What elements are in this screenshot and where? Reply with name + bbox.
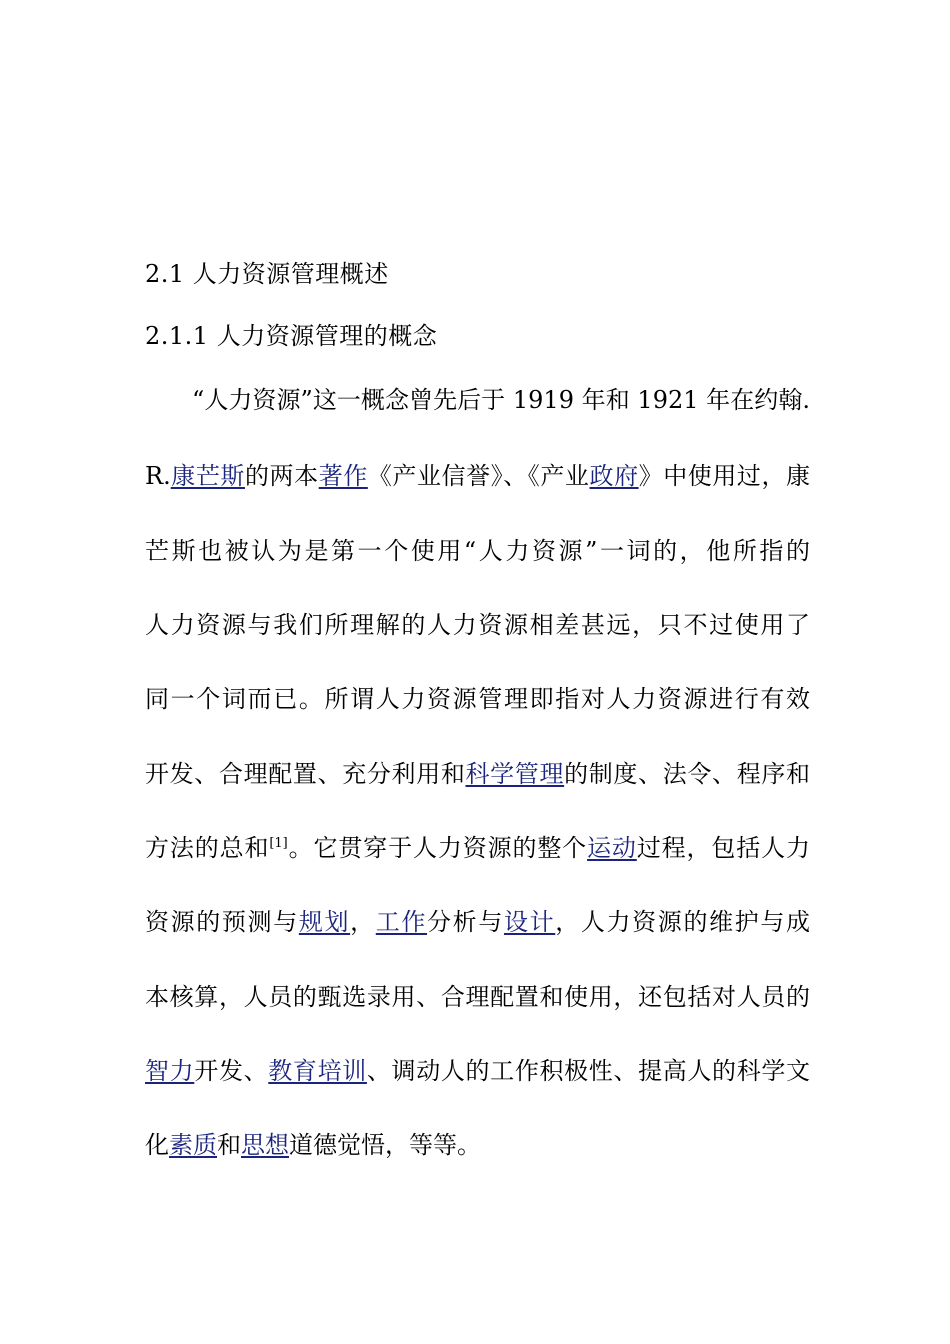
text-run: ， <box>350 908 376 936</box>
text-run: 同一个词而已。所谓人力资源管理即指对人力资源进行有效 <box>145 685 810 713</box>
text-run: 方法的总和 <box>145 834 270 862</box>
text-run: 本核算，人员的甄选录用、合理配置和使用，还包括对人员的 <box>145 983 810 1011</box>
text-run: ，人力资源的维护与成 <box>555 908 811 936</box>
link-education-training[interactable]: 教育培训 <box>268 1057 367 1085</box>
text-run: 开发、合理配置、充分利用和 <box>145 760 466 788</box>
link-quality[interactable]: 素质 <box>169 1131 217 1159</box>
link-scientific-management[interactable]: 科学管理 <box>465 760 565 788</box>
text-run: 、调动人的工作积极性、提高人的科学文 <box>366 1057 811 1085</box>
link-design[interactable]: 设计 <box>503 908 556 936</box>
paragraph-line-4 <box>145 609 810 641</box>
paragraph-line-1 <box>145 384 810 416</box>
text-run: 分析与 <box>427 908 504 936</box>
text-run: 》中使用过，康 <box>638 462 811 490</box>
link-work[interactable]: 工作 <box>375 908 428 936</box>
paragraph-line-5 <box>145 683 810 715</box>
paragraph-line-8 <box>145 906 810 938</box>
paragraph-line-3 <box>145 535 810 567</box>
text-run: 的制度、法令、程序和 <box>564 760 811 788</box>
paragraph-line-7 <box>145 832 810 864</box>
paragraph-line-2 <box>145 460 810 492</box>
paragraph-line-6 <box>145 758 810 790</box>
link-intelligence[interactable]: 智力 <box>145 1057 195 1085</box>
section-heading: 2.1 人力资源管理概述 <box>145 260 389 288</box>
text-run: 。它贯穿于人力资源的整个 <box>287 834 588 862</box>
text-run: 化 <box>145 1131 169 1159</box>
text-run: 和 <box>217 1131 241 1159</box>
link-thought[interactable]: 思想 <box>241 1131 289 1159</box>
text-run: 人力资源与我们所理解的人力资源相差甚远，只不过使用了 <box>145 611 810 639</box>
text-run: 道德觉悟，等等。 <box>289 1131 481 1159</box>
text-run: 过程，包括人力 <box>636 834 811 862</box>
paragraph-line-10 <box>145 1055 810 1087</box>
text-run: 的两本 <box>244 462 319 490</box>
link-works[interactable]: 著作 <box>318 462 368 490</box>
text-run: 《产业信誉》、《产业 <box>367 462 590 490</box>
link-movement[interactable]: 运动 <box>587 834 637 862</box>
link-commons[interactable]: 康芒斯 <box>170 462 245 490</box>
text-run: 资源的预测与 <box>145 908 299 936</box>
subsection-heading: 2.1.1 人力资源管理的概念 <box>145 322 438 350</box>
paragraph-line-11 <box>145 1129 810 1161</box>
footnote-reference[interactable]: [1] <box>269 836 288 851</box>
link-planning[interactable]: 规划 <box>298 908 351 936</box>
text-run: 芒斯也被认为是第一个使用“人力资源”一词的，他所指的 <box>145 537 810 565</box>
text-run: “人力资源”这一概念曾先后于 1919 年和 1921 年在约翰. <box>192 386 810 414</box>
paragraph-line-9 <box>145 981 810 1013</box>
link-government[interactable]: 政府 <box>589 462 639 490</box>
text-run: R. <box>145 462 171 490</box>
text-run: 开发、 <box>194 1057 269 1085</box>
